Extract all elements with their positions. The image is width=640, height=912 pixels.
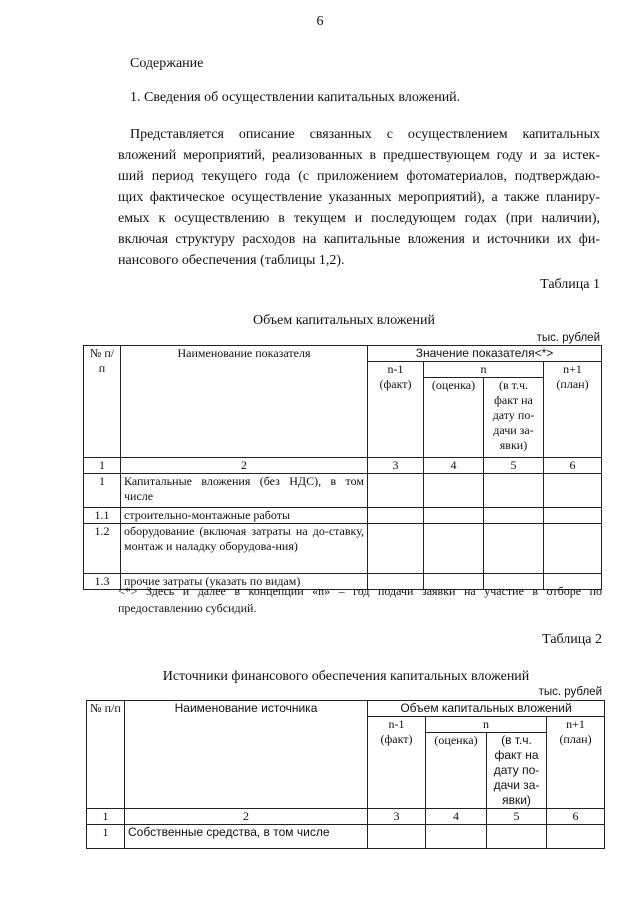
table2-colnum: 3 bbox=[368, 809, 426, 825]
table2-header-estimate: (оценка) bbox=[426, 733, 487, 809]
table1-units: тыс. рублей bbox=[536, 332, 600, 344]
table2-fact-label: (факт) bbox=[380, 732, 413, 746]
paragraph-line: емых к осуществлению в текущем и последующем годах (при наличии), bbox=[118, 211, 600, 226]
value-cell bbox=[487, 825, 547, 849]
table1-header-n-minus-1 bbox=[368, 362, 424, 458]
value-cell bbox=[424, 508, 484, 524]
table-row bbox=[84, 524, 602, 574]
table1-title: Объем капитальных вложений bbox=[253, 313, 435, 328]
table1-n-minus-1-label: n-1 bbox=[387, 362, 404, 376]
value-cell bbox=[424, 474, 484, 508]
table1-header-name: Наименование показателя bbox=[121, 346, 368, 458]
table2-header-n-plus-1 bbox=[547, 717, 605, 809]
paragraph-line: нансового обеспечения (таблицы 1,2). bbox=[118, 253, 345, 268]
table1 bbox=[83, 345, 602, 590]
value-cell bbox=[424, 524, 484, 574]
table1-header-num: № п/п bbox=[84, 346, 121, 458]
section-title: 1. Сведения об осуществлении капитальных вложений. bbox=[130, 90, 461, 105]
table1-plan-label: (план) bbox=[556, 377, 589, 391]
table2-header-n-minus-1 bbox=[368, 717, 426, 809]
table2-colnum: 5 bbox=[487, 809, 547, 825]
value-cell bbox=[484, 508, 544, 524]
value-cell bbox=[544, 474, 602, 508]
table1-header-n: n bbox=[424, 362, 544, 378]
table2-colnum: 1 bbox=[87, 809, 125, 825]
table2-header-values: Объем капитальных вложений bbox=[368, 701, 605, 717]
row-name: прочие затраты (указать по видам) bbox=[121, 574, 368, 590]
table2-n-plus-1-label: n+1 bbox=[566, 717, 585, 731]
contents-heading: Содержание bbox=[130, 56, 204, 71]
paragraph-line: Представляется описание связанных с осуществлением капитальных bbox=[130, 127, 600, 142]
table1-fact-label: (факт) bbox=[379, 377, 412, 391]
table1-colnum: 3 bbox=[368, 458, 424, 474]
value-cell bbox=[368, 825, 426, 849]
value-cell bbox=[484, 474, 544, 508]
table2-title: Источники финансового обеспечения капитальных вложений bbox=[162, 669, 530, 684]
row-number: 1.3 bbox=[84, 574, 121, 590]
value-cell bbox=[368, 508, 424, 524]
page-number: 6 bbox=[316, 14, 324, 29]
table2-header-name: Наименование источника bbox=[125, 701, 368, 809]
row-name: строительно-монтажные работы bbox=[121, 508, 368, 524]
footnote: <*> Здесь и далее в концепции «n» – год подачи заявки на участие в отборе по предоставлению субсидий. bbox=[118, 584, 602, 615]
table2-label: Таблица 2 bbox=[542, 632, 602, 647]
table1-colnum: 5 bbox=[484, 458, 544, 474]
row-number: 1 bbox=[87, 825, 125, 849]
value-cell bbox=[547, 825, 605, 849]
row-number: 1.1 bbox=[84, 508, 121, 524]
value-cell bbox=[544, 508, 602, 524]
table-row bbox=[84, 508, 602, 524]
value-cell bbox=[368, 524, 424, 574]
paragraph-line: ший период текущего года (с приложением фотоматериалов, подтверждаю- bbox=[118, 169, 600, 184]
table1-label: Таблица 1 bbox=[540, 277, 600, 292]
row-name: оборудование (включая затраты на до-ставку, монтаж и наладку оборудова-ния) bbox=[121, 524, 368, 574]
table2-n-minus-1-label: n-1 bbox=[388, 717, 405, 731]
table1-colnum: 6 bbox=[544, 458, 602, 474]
table2-colnum: 4 bbox=[426, 809, 487, 825]
paragraph-line: вложений мероприятий, реализованных в предшествующем году и за истек- bbox=[118, 148, 600, 163]
value-cell bbox=[426, 825, 487, 849]
paragraph-line: щих фактическое осуществление указанных мероприятий), а также планиру- bbox=[118, 190, 600, 205]
table2 bbox=[86, 700, 605, 849]
table1-header-values: Значение показателя<*> bbox=[368, 346, 602, 362]
table2-units: тыс. рублей bbox=[538, 686, 602, 698]
row-number: 1 bbox=[84, 474, 121, 508]
table1-header-n-plus-1 bbox=[544, 362, 602, 458]
paragraph-line: включая структуру расходов на капитальные вложения и источники их фи- bbox=[118, 232, 600, 247]
table2-header-n: n bbox=[426, 717, 547, 733]
intro-paragraph bbox=[118, 124, 600, 271]
table-row bbox=[87, 825, 605, 849]
table2-header-num: № п/п bbox=[87, 701, 125, 809]
table1-header-estimate: (оценка) bbox=[424, 378, 484, 458]
table2-colnum: 6 bbox=[547, 809, 605, 825]
table2-colnum: 2 bbox=[125, 809, 368, 825]
table2-header-incl: (в т.ч. факт на дату по-дачи за-явки) bbox=[487, 733, 547, 809]
row-number: 1.2 bbox=[84, 524, 121, 574]
table1-colnum: 4 bbox=[424, 458, 484, 474]
table-row bbox=[84, 474, 602, 508]
row-name: Капитальные вложения (без НДС), в том числе bbox=[121, 474, 368, 508]
table1-colnum: 2 bbox=[121, 458, 368, 474]
table1-n-plus-1-label: n+1 bbox=[563, 362, 582, 376]
table1-colnum: 1 bbox=[84, 458, 121, 474]
value-cell bbox=[368, 474, 424, 508]
table1-header-incl: (в т.ч. факт на дату по-дачи за-явки) bbox=[484, 378, 544, 458]
value-cell bbox=[484, 524, 544, 574]
table2-plan-label: (план) bbox=[559, 732, 592, 746]
row-name: Собственные средства, в том числе bbox=[125, 825, 368, 849]
value-cell bbox=[544, 524, 602, 574]
